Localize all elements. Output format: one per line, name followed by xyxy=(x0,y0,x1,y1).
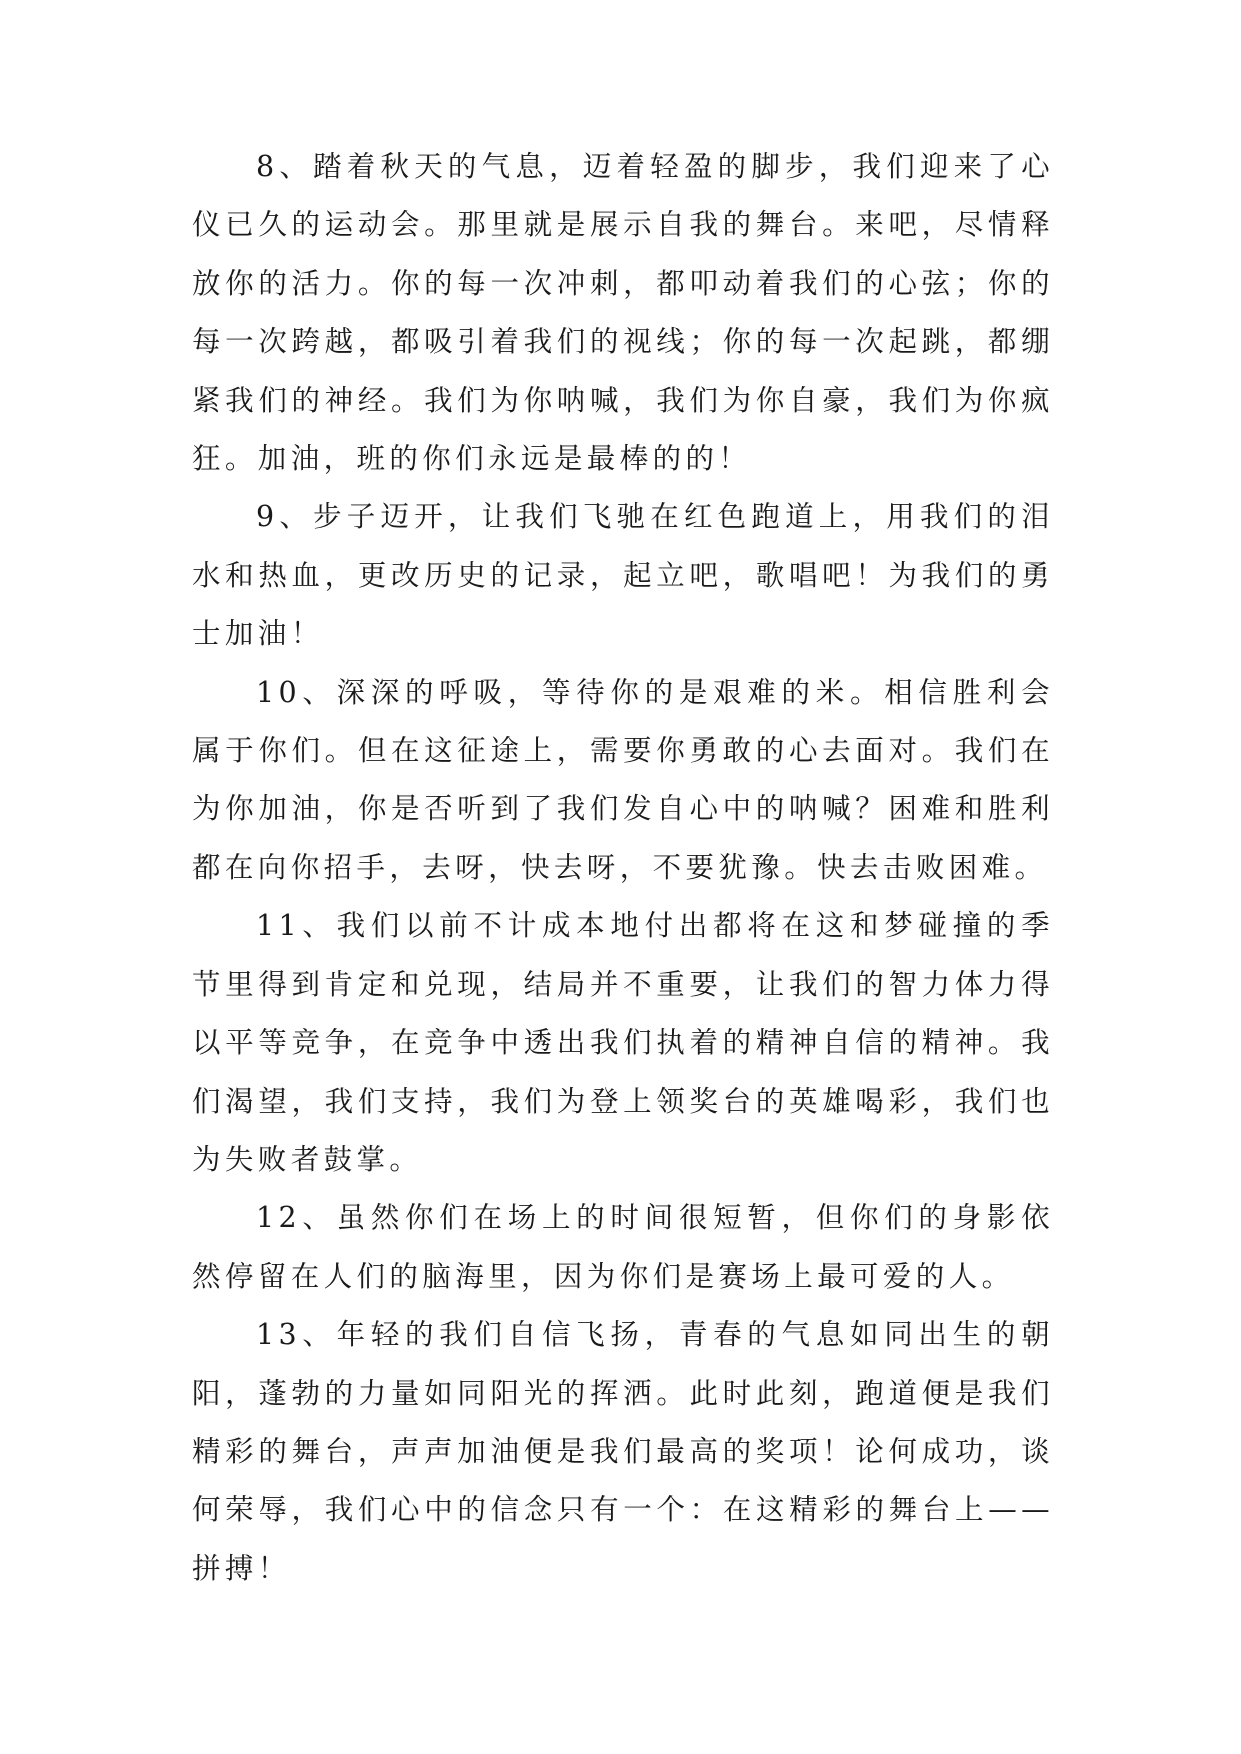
paragraph-13: 13、年轻的我们自信飞扬，青春的气息如同出生的朝阳，蓬勃的力量如同阳光的挥洒。此时此刻，跑道便是我们精彩的舞台，声声加油便是我们最高的奖项！论何成功，谈何荣辱，我们心中的信念只有一个：在这精彩的舞台上——拼搏！ xyxy=(192,1318,1054,1585)
paragraph-8: 8、踏着秋天的气息，迈着轻盈的脚步，我们迎来了心仪已久的运动会。那里就是展示自我的舞台。来吧，尽情释放你的活力。你的每一次冲刺，都叩动着我们的心弦；你的每一次跨越，都吸引着我们的视线；你的每一次起跳，都绷紧我们的神经。我们为你呐喊，我们为你自豪，我们为你疯狂。加油，班的你们永远是最棒的的！ xyxy=(192,150,1054,476)
paragraph-11: 11、我们以前不计成本地付出都将在这和梦碰撞的季节里得到肯定和兑现，结局并不重要，让我们的智力体力得以平等竞争，在竞争中透出我们执着的精神自信的精神。我们渴望，我们支持，我们为登上领奖台的英雄喝彩，我们也为失败者鼓掌。 xyxy=(192,909,1054,1176)
document-body xyxy=(192,138,1054,1598)
paragraph-9: 9、步子迈开，让我们飞驰在红色跑道上，用我们的泪水和热血，更改历史的记录，起立吧，歌唱吧！为我们的勇士加油！ xyxy=(192,500,1054,651)
paragraph-12: 12、虽然你们在场上的时间很短暂，但你们的身影依然停留在人们的脑海里，因为你们是赛场上最可爱的人。 xyxy=(192,1201,1054,1293)
paragraph-10: 10、深深的呼吸，等待你的是艰难的米。相信胜利会属于你们。但在这征途上，需要你勇敢的心去面对。我们在为你加油，你是否听到了我们发自心中的呐喊？困难和胜利都在向你招手，去呀，快去呀，不要犹豫。快去击败困难。 xyxy=(192,675,1054,884)
